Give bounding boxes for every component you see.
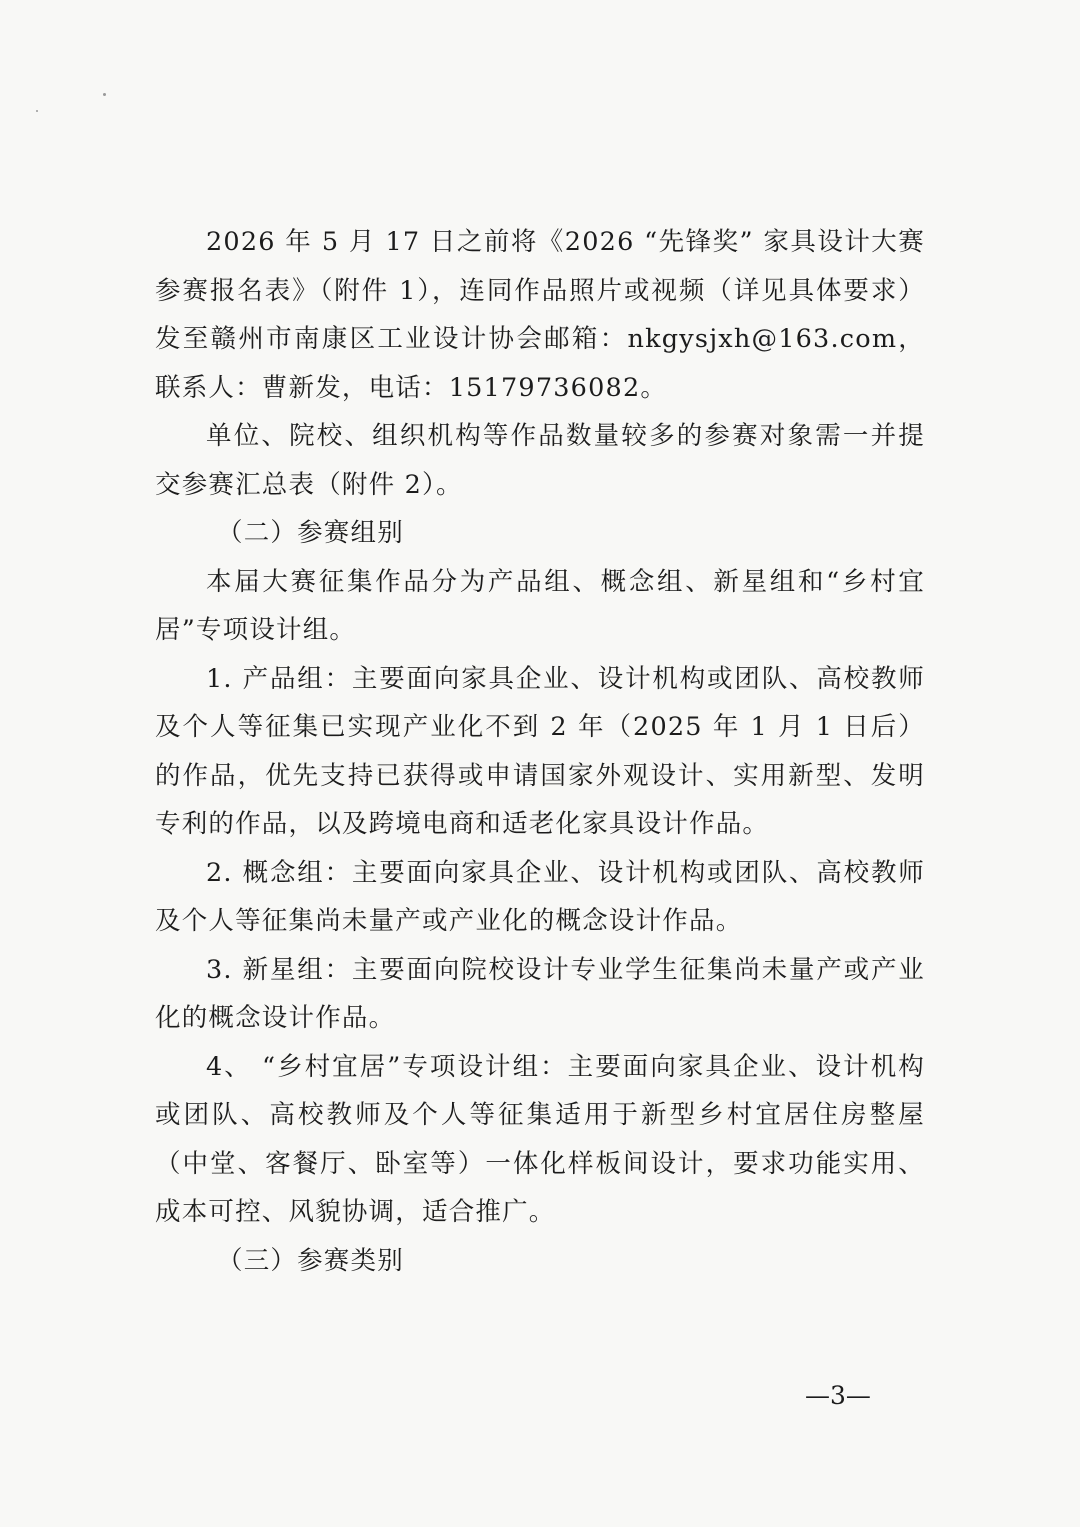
document-body xyxy=(155,218,925,1285)
scan-speck xyxy=(103,93,106,96)
paragraph-concept-group: 2. 概念组：主要面向家具企业、设计机构或团队、高校教师及个人等征集尚未量产或产业化的概念设计作品。 xyxy=(155,857,925,936)
scan-speck xyxy=(36,110,38,112)
section-heading-categories: （三）参赛类别 xyxy=(217,1245,404,1276)
paragraph-submission: 2026 年 5 月 17 日之前将《2026 “先锋奖” 家具设计大赛参赛报名表》（附件 1），连同作品照片或视频（详见具体要求）发至赣州市南康区工业设计协会邮箱：nkgysjxh@163.com，联系人：曹新发，电话：15179736082。 xyxy=(155,227,925,403)
section-heading-groups: （二）参赛组别 xyxy=(217,518,404,548)
paragraph-summary-form: 单位、院校、组织机构等作品数量较多的参赛对象需一并提交参赛汇总表（附件 2）。 xyxy=(155,421,925,500)
page-number: —3— xyxy=(805,1381,871,1410)
paragraph-new-star-group: 3. 新星组：主要面向院校设计专业学生征集尚未量产或产业化的概念设计作品。 xyxy=(155,954,925,1033)
paragraph-rural-group: 4、 “乡村宜居”专项设计组：主要面向家具企业、设计机构或团队、高校教师及个人等征集适用于新型乡村宜居住房整屋（中堂、客餐厅、卧室等）一体化样板间设计，要求功能实用、成本可控、风貌协调，适合推广。 xyxy=(155,1051,925,1227)
paragraph-groups-intro: 本届大赛征集作品分为产品组、概念组、新星组和“乡村宜居”专项设计组。 xyxy=(155,566,925,645)
paragraph-product-group: 1. 产品组：主要面向家具企业、设计机构或团队、高校教师及个人等征集已实现产业化不到 2 年（2025 年 1 月 1 日后）的作品，优先支持已获得或申请国家外观设计、实用新型、发明专利的作品，以及跨境电商和适老化家具设计作品。 xyxy=(155,663,925,839)
